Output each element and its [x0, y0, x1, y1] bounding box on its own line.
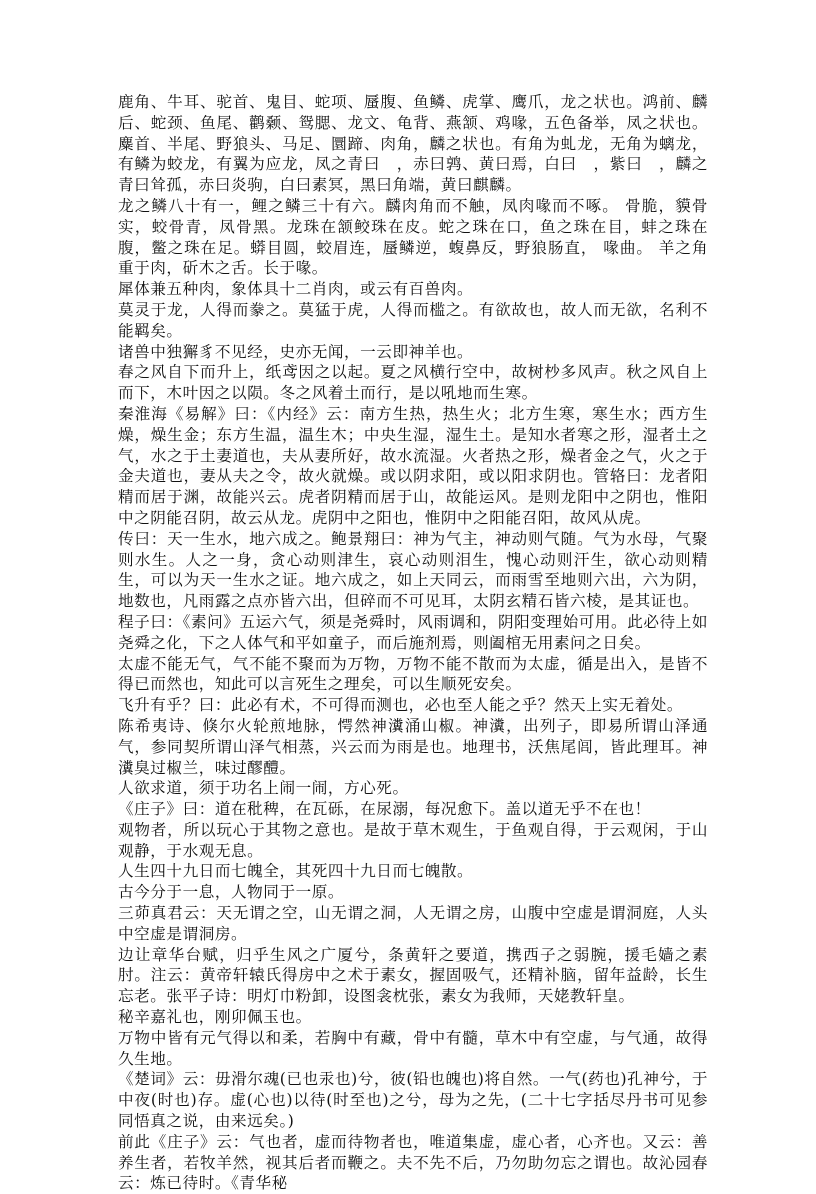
paragraph-chen-xiyi-poem: 陈希夷诗、倏尔火轮煎地脉，愕然神瀵涌山椒。神瀵，出列子，即易所谓山泽通气，参同契所谓山泽气相蒸，兴云而为雨是也。地理书，沃焦尾闾，皆此理耳。神瀵臭过椒兰，味过醪醴。 — [118, 716, 708, 777]
paragraph-zhuangzi-dao: 《庄子》曰：道在秕稗，在瓦砾，在尿溺，每况愈下。盖以道无乎不在也！ — [118, 800, 651, 819]
paragraph-one-breath: 古今分于一息，人物同于一原。 — [118, 883, 345, 902]
document-page — [118, 92, 708, 1194]
paragraph-observing-things: 观物者，所以玩心于其物之意也。是故于草木观生，于鱼观自得，于云观闲，于山观静，于水观无息。 — [118, 820, 708, 860]
paragraph-yuanqi: 万物中皆有元气得以和柔，若胸中有藏，骨中有髓，草木中有空虚，与气通，故得久生地。 — [118, 1028, 708, 1068]
paragraph-dragon-phoenix-qilin-forms: 鹿角、牛耳、驼首、鬼目、蛇项、蜃腹、鱼鳞、虎掌、鹰爪，龙之状也。鸿前、麟后、蛇颈、鱼尾、鹳颡、鸳腮、龙文、龟背、燕颔、鸡喙，五色备举，凤之状也。麋首、半尾、野狼头、马足、圜蹄、肉角，麟之状也。有角为虬龙，无角为螭龙，有鳞为蛟龙，有翼为应龙，凤之青曰 ，赤曰鹑、黄曰焉，白曰 ，紫曰 ，麟之青曰耸孤，赤曰炎驹，白曰素冥，黑曰角端，黄曰麒麟。 — [118, 93, 708, 195]
paragraph-dragon-scales: 龙之鳞八十有一，鲤之鳞三十有六。麟肉角而不触，凤肉喙而不啄。 骨脆，貘骨实，蛟骨青，凤骨黑。龙珠在颔鲛珠在皮。蛇之珠在口，鱼之珠在目，蚌之珠在腹，鳖之珠在足。蟒目圆，蛟眉连，蜃鳞逆，蝮鼻反，野狼肠直， 喙曲。 羊之角重于肉，斫木之舌。长于喙。 — [118, 196, 708, 278]
paragraph-seven-po: 人生四十九日而七魄全，其死四十九日而七魄散。 — [118, 862, 474, 881]
paragraph-chengzi-suwen: 程子曰：《素问》五运六气，须是尧舜时，风雨调和，阴阳变理始可用。此必待上如尧舜之化，下之人体气和平如童子，而后施剂焉，则阖棺无用素问之日矣。 — [118, 612, 708, 652]
paragraph-zhuangzi-qi: 前此《庄子》云：气也者，虚而待物者也，唯道集虚，虚心者，心齐也。又云：善养生者，若牧羊然，视其后者而鞭之。夫不先不后，乃勿助勿忘之谓也。故沁园春云：炼已待时。《青华秘 — [118, 1132, 708, 1193]
paragraph-yi-jie: 秦淮海《易解》曰：《内经》云：南方生热，热生火；北方生寒，寒生水；西方生燥，燥生金；东方生温，温生木；中央生湿，湿生土。是知水者寒之形，湿者土之气，水之于土妻道也，夫从妻所好，故水流湿。火者热之形，燥者金之气，火之于金夫道也，妻从夫之令，故火就燥。或以阴求阳，或以阳求阴也。管辂曰：龙者阳精而居于渊，故能兴云。虎者阴精而居于山，故能运风。是则龙阳中之阴也，惟阳中之阴能召阴，故云从龙。虎阴中之阳也，惟阴中之阳能召阳，故风从虎。 — [118, 404, 708, 527]
paragraph-bian-rang: 边让章华台赋，归乎生风之广厦兮，条黄轩之要道，携西子之弱腕，援毛嫱之素肘。注云：黄帝轩辕氏得房中之术于素女，握固吸气，还精补脑，留年益龄，长生忘老。张平子诗：明灯巾粉卸，设图衾枕张，素女为我师，天姥教轩皇。 — [118, 945, 708, 1006]
paragraph-heaven-one-water: 传曰：天一生水，地六成之。鲍景翔曰：神为气主，神动则气随。气为水母，气聚则水生。人之一身，贪心动则津生，哀心动则泪生，愧心动则汗生，欲心动则精生，可以为天一生水之证。地六成之，如上天同云，而雨雪至地则六出，六为阴，地数也，凡雨露之点亦皆六出，但碎而不可见耳，太阴玄精石皆六棱，是其证也。 — [118, 529, 708, 611]
paragraph-ascension: 飞升有乎？曰：此必有术，不可得而测也，必也至人能之乎？然天上实无着处。 — [118, 696, 684, 715]
paragraph-seasonal-winds: 春之风自下而升上，纸鸢因之以起。夏之风横行空中，故树杪多风声。秋之风自上而下，木叶因之以陨。冬之风着土而行，是以吼地而生寒。 — [118, 363, 708, 403]
paragraph-sanmao-zhenjun: 三茆真君云：天无谓之空，山无谓之洞，人无谓之房，山腹中空虚是谓洞庭，人头中空虚是谓洞房。 — [118, 904, 708, 943]
paragraph-rhinoceros: 犀体兼五种肉，象体具十二肖肉，或云有百兽肉。 — [118, 280, 474, 299]
paragraph-taixu: 太虚不能无气，气不能不聚而为万物，万物不能不散而为太虚，循是出入，是皆不得已而然也，知此可以言死生之理矣，可以生顺死安矣。 — [118, 654, 708, 694]
paragraph-chuci: 《楚词》云：毋滑尔魂(已也汞也)兮，彼(铅也魄也)将自然。一气(药也)孔神兮，于中夜(时也)存。虚(心也)以待(时至也)之兮，母为之先，(二十七字括尽丹书可见参同悟真之说，由来远矣。) — [118, 1070, 708, 1131]
paragraph-mixin: 秘辛嘉礼也，刚卯佩玉也。 — [118, 1008, 312, 1027]
paragraph-xiezhi: 诸兽中独獬豸不见经，史亦无闻，一云即神羊也。 — [118, 342, 474, 361]
paragraph-seeking-dao: 人欲求道，须于功名上闹一闹，方心死。 — [118, 779, 409, 798]
paragraph-dragon-tiger-desire: 莫灵于龙，人得而豢之。莫猛于虎，人得而槛之。有欲故也，故人而无欲，名利不能羁矣。 — [118, 300, 708, 340]
